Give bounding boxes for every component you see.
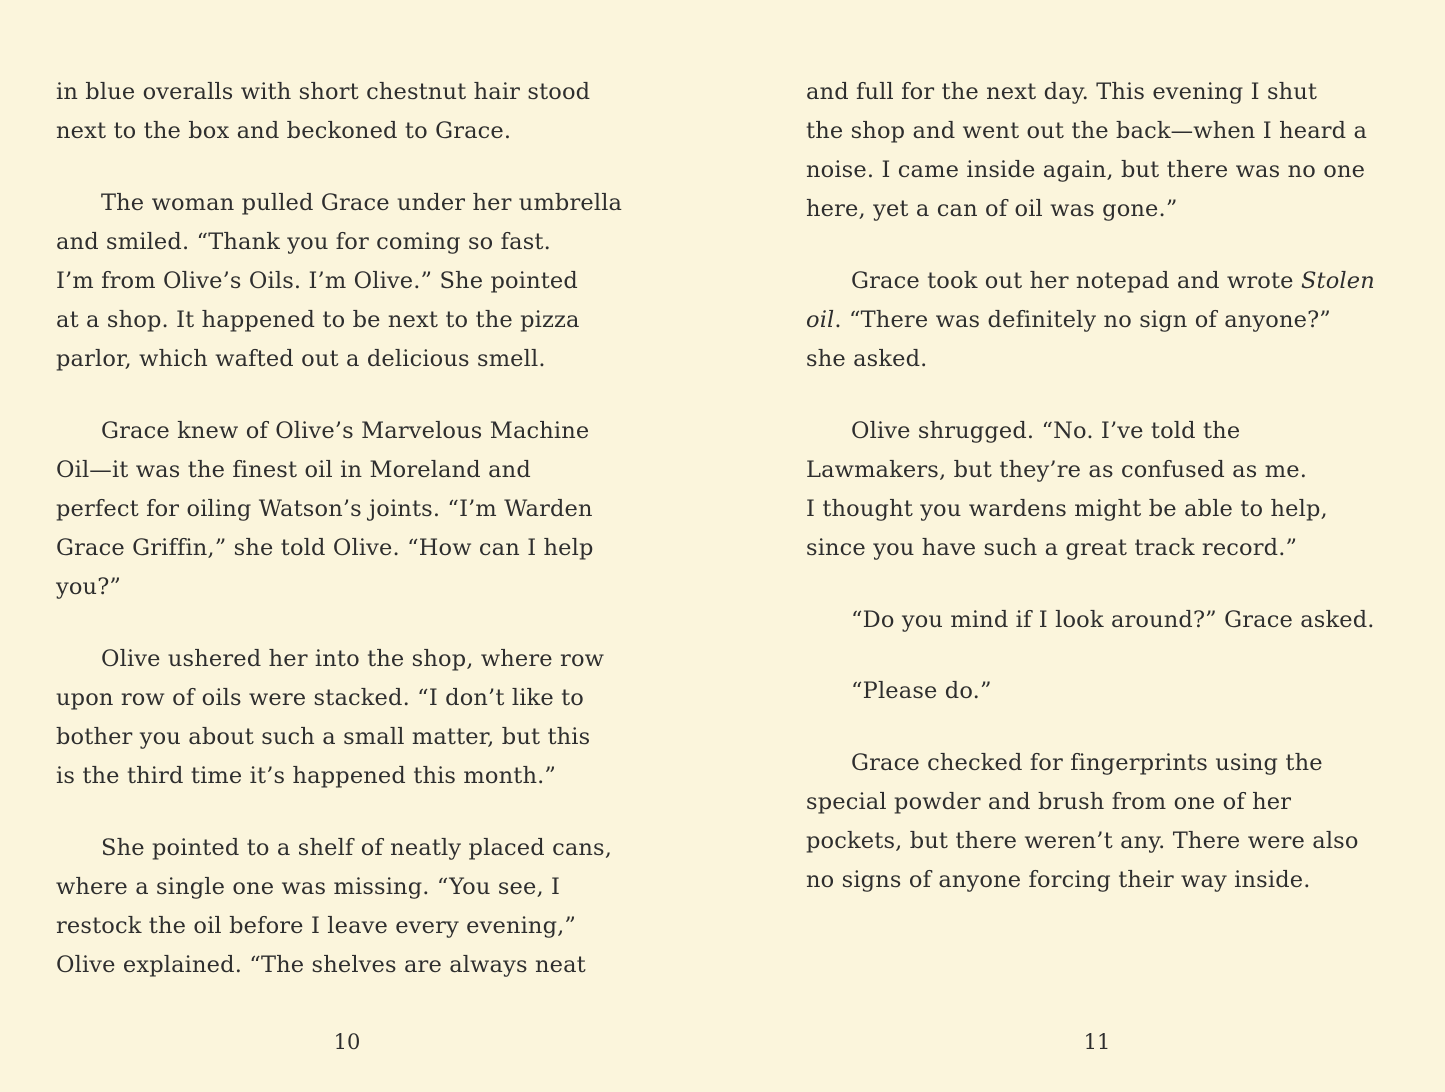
text-line: you?”	[56, 574, 122, 600]
right-page	[806, 0, 1406, 1092]
text-line	[806, 305, 1331, 335]
paragraph-first-line: She pointed to a shelf of neatly placed cans,	[101, 835, 613, 861]
paragraph-first-line: The woman pulled Grace under her umbrella	[101, 190, 623, 216]
text-line: next to the box and beckoned to Grace.	[56, 118, 512, 144]
paragraph-first-line: Olive ushered her into the shop, where row	[101, 646, 605, 672]
left-page	[56, 0, 656, 1092]
paragraph-first-line: Olive shrugged. “No. I’ve told the	[851, 418, 1241, 444]
text-line: special powder and brush from one of her	[806, 789, 1292, 815]
text-line: pockets, but there weren’t any. There were also	[806, 828, 1359, 854]
text-line: the shop and went out the back—when I heard a	[806, 118, 1368, 144]
text-line: is the third time it’s happened this month.”	[56, 763, 557, 789]
italic-text: Stolen	[1300, 268, 1375, 294]
text-line: bother you about such a small matter, but this	[56, 724, 591, 750]
text-line: Olive explained. “The shelves are always neat	[56, 952, 586, 978]
text-line: restock the oil before I leave every evening,”	[56, 913, 577, 939]
text-line: I’m from Olive’s Oils. I’m Olive.” She pointed	[56, 268, 578, 294]
paragraph-first-line: “Please do.”	[851, 678, 992, 704]
text-line: I thought you wardens might be able to help,	[806, 496, 1328, 522]
text-line: Grace Griffin,” she told Olive. “How can I help	[56, 535, 594, 561]
paragraph-first-line: Grace knew of Olive’s Marvelous Machine	[101, 418, 590, 444]
page-number: 10	[333, 1030, 361, 1054]
text-line: and full for the next day. This evening I shut	[806, 79, 1318, 105]
text-line: and smiled. “Thank you for coming so fast.	[56, 229, 551, 255]
text-line: noise. I came inside again, but there was no one	[806, 157, 1366, 183]
paragraph-first-line	[806, 266, 1375, 296]
text-line: no signs of anyone forcing their way inside.	[806, 867, 1311, 893]
italic-text: oil	[806, 307, 835, 333]
text-line: perfect for oiling Watson’s joints. “I’m Warden	[56, 496, 593, 522]
paragraph-first-line: “Do you mind if I look around?” Grace asked.	[851, 607, 1375, 633]
text-line: Oil—it was the finest oil in Moreland and	[56, 457, 531, 483]
page-number: 11	[1083, 1030, 1111, 1054]
text-line: Lawmakers, but they’re as confused as me.	[806, 457, 1307, 483]
text-run: . “There was definitely no sign of anyone?”	[834, 307, 1331, 333]
text-line: here, yet a can of oil was gone.”	[806, 196, 1178, 222]
text-line: parlor, which wafted out a delicious smell.	[56, 346, 546, 372]
paragraph-first-line: Grace checked for fingerprints using the	[851, 750, 1323, 776]
text-line: in blue overalls with short chestnut hair stood	[56, 79, 591, 105]
text-line: she asked.	[806, 346, 928, 372]
text-run: Grace took out her notepad and wrote	[851, 268, 1301, 294]
text-line: since you have such a great track record.”	[806, 535, 1298, 561]
text-line: upon row of oils were stacked. “I don’t like to	[56, 685, 584, 711]
text-line: where a single one was missing. “You see, I	[56, 874, 561, 900]
text-line: at a shop. It happened to be next to the pizza	[56, 307, 580, 333]
